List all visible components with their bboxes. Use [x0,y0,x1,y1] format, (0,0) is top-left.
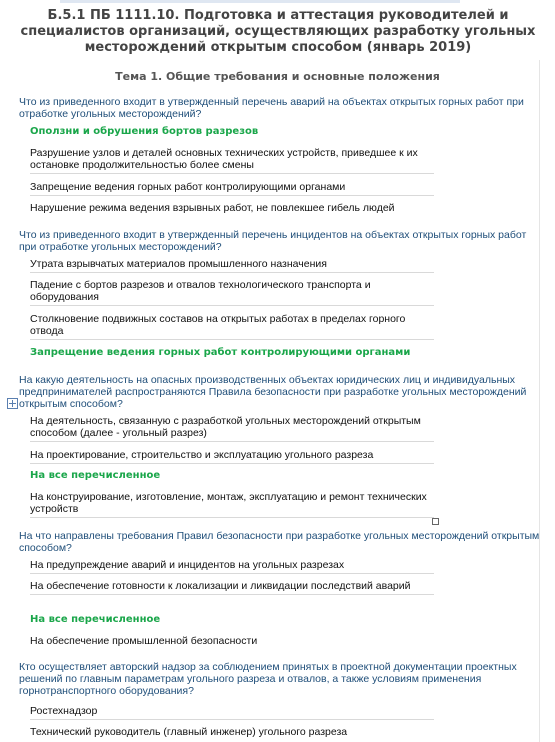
document-title: Б.5.1 ПБ 1111.10. Подготовка и аттестация руководителей и специалистов организаций, осуществляющих разработку угольных месторождений открытым способом (январь 2019) [20,8,536,55]
question-3: На какую деятельность на опасных производственных объектах юридических лиц и индивидуальных предпринимателей распространяются Правила безопасности при разработке угольных месторождений открытым способом? [19,374,527,410]
answer-5-1-text: Ростехнадзор [30,705,98,717]
answer-4-2[interactable]: На обеспечение готовности к локализации и ликвидации последствий аварий [30,580,434,595]
answer-2-3[interactable]: Столкновение подвижных составов на открытых работах в пределах горного отвода [30,313,434,340]
answer-4-1[interactable]: На предупреждение аварий и инцидентов на угольных разрезах [30,559,434,574]
answer-5-2[interactable]: Технический руководитель (главный инженер) угольного разреза [30,726,348,738]
answer-5-1[interactable] [30,705,434,720]
header-strip [60,0,460,3]
answer-1-4[interactable]: Нарушение режима ведения взрывных работ, не повлекшее гибель людей [30,202,395,214]
question-2: Что из приведенного входит в утвержденный перечень инцидентов на объектах открытых горных работ при отработке угольных месторождений? [19,229,527,253]
answer-2-1[interactable]: Утрата взрывчатых материалов промышленного назначения [30,258,434,273]
table-move-handle[interactable] [7,398,18,409]
question-5: Кто осуществляет авторский надзор за соблюдением принятых в проектной документации проектных решений по главным параметрам угольного разреза и отвалов, а также условиям применения горнотранспортного оборудования? [19,661,517,697]
answer-1-2[interactable]: Разрушение узлов и деталей основных технических устройств, приведшее к их остановке продолжительностью более смены [30,147,434,174]
answer-4-4[interactable]: На обеспечение промышленной безопасности [30,635,258,647]
question-4: На что направлены требования Правил безопасности при разработке угольных месторождений открытым способом? [19,530,540,554]
answer-3-2[interactable]: На проектирование, строительство и эксплуатацию угольного разреза [30,449,434,464]
answer-3-1[interactable]: На деятельность, связанную с разработкой угольных месторождений открытым способом (далее - угольный разрез) [30,415,434,442]
answer-2-4[interactable]: Запрещение ведения горных работ контролирующими органами [30,347,411,358]
table-resize-handle[interactable] [432,518,439,525]
answer-1-1[interactable]: Оползни и обрушения бортов разрезов [30,126,259,137]
answer-1-3[interactable]: Запрещение ведения горных работ контролирующими органами [30,181,434,196]
answer-4-3[interactable]: На все перечисленное [30,614,161,625]
answer-2-2[interactable]: Падение с бортов разрезов и отвалов технологического транспорта и оборудования [30,279,434,306]
answer-3-4[interactable]: На конструирование, изготовление, монтаж, эксплуатацию и ремонт технических устройств [30,491,434,518]
answer-3-3[interactable]: На все перечисленное [30,470,161,481]
question-1: Что из приведенного входит в утвержденный перечень аварий на объектах открытых горных работ при отработке угольных месторождений? [19,96,524,120]
topic-heading: Тема 1. Общие требования и основные положения [115,70,440,83]
